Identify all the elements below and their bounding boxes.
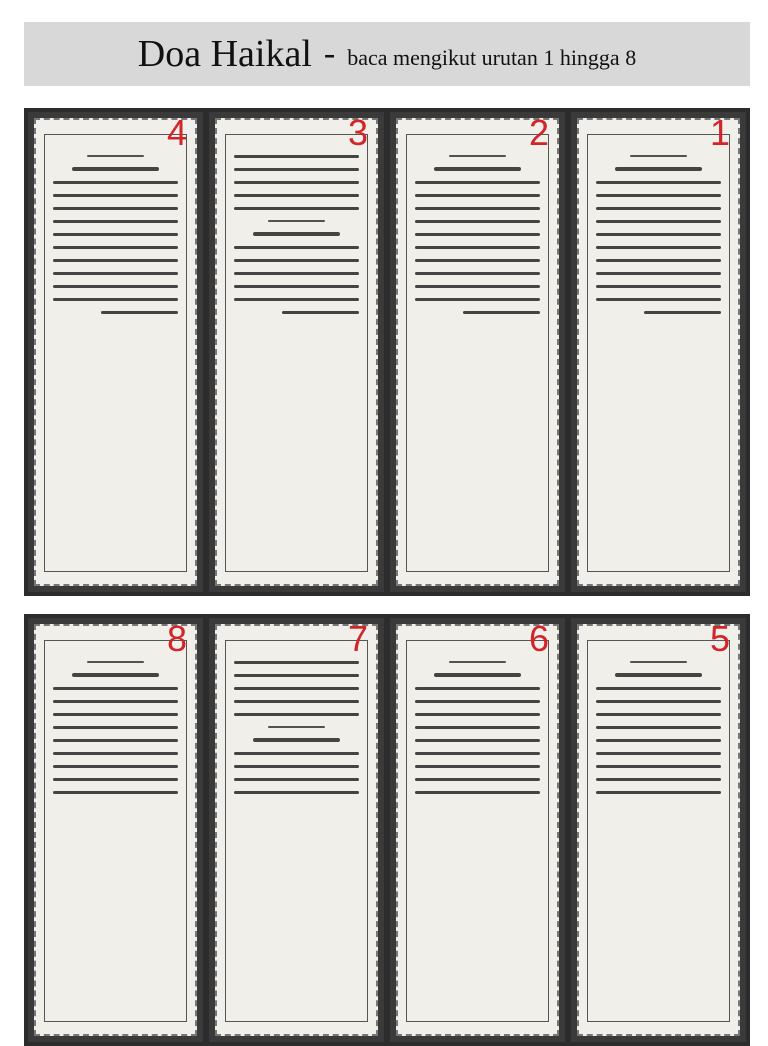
arabic-text-line <box>53 220 178 223</box>
arabic-text-line <box>268 726 326 728</box>
arabic-text-line <box>415 285 540 288</box>
arabic-text-line <box>234 181 359 184</box>
arabic-text-line <box>415 298 540 301</box>
arabic-text-line <box>234 285 359 288</box>
arabic-text-line <box>415 259 540 262</box>
arabic-text-line <box>234 791 359 794</box>
arabic-text-line <box>53 181 178 184</box>
arabic-text-line <box>415 778 540 781</box>
arabic-text-line <box>596 752 721 755</box>
arabic-text-line <box>234 207 359 210</box>
page-number: 1 <box>709 112 730 153</box>
arabic-text-line <box>53 778 178 781</box>
arabic-text-line <box>234 155 359 158</box>
page-text-block <box>587 640 730 1022</box>
page-4 <box>28 112 203 592</box>
arabic-text-line <box>53 739 178 742</box>
arabic-text-line <box>596 713 721 716</box>
page-text-block <box>44 134 187 572</box>
arabic-text-line <box>596 285 721 288</box>
page-number: 5 <box>709 618 730 659</box>
page-text-block <box>225 640 368 1022</box>
arabic-text-line <box>234 778 359 781</box>
title-separator: - <box>323 35 336 72</box>
arabic-text-line <box>596 220 721 223</box>
arabic-text-line <box>234 713 359 716</box>
arabic-text-line <box>434 167 522 171</box>
arabic-text-line <box>53 298 178 301</box>
arabic-text-line <box>53 246 178 249</box>
arabic-text-line <box>234 687 359 690</box>
page-number: 2 <box>528 112 549 153</box>
arabic-text-line <box>53 700 178 703</box>
arabic-text-line <box>87 155 145 157</box>
page-text-block <box>587 134 730 572</box>
arabic-text-line <box>415 765 540 768</box>
arabic-text-line <box>234 246 359 249</box>
arabic-text-line <box>234 752 359 755</box>
arabic-text-line <box>53 726 178 729</box>
top-spread <box>24 108 750 596</box>
arabic-text-line <box>53 233 178 236</box>
page-text-block <box>225 134 368 572</box>
arabic-text-line <box>101 311 179 314</box>
page-subtitle: baca mengikut urutan 1 hingga 8 <box>347 45 637 70</box>
arabic-text-line <box>615 167 703 171</box>
arabic-text-line <box>234 168 359 171</box>
arabic-text-line <box>596 739 721 742</box>
arabic-text-line <box>415 181 540 184</box>
page-text-block <box>406 640 549 1022</box>
arabic-text-line <box>234 700 359 703</box>
arabic-text-line <box>596 233 721 236</box>
arabic-text-line <box>596 687 721 690</box>
doa-haikal-document <box>24 22 750 1024</box>
arabic-text-line <box>268 220 326 222</box>
arabic-text-line <box>415 700 540 703</box>
arabic-text-line <box>53 687 178 690</box>
arabic-text-line <box>596 700 721 703</box>
arabic-text-line <box>87 661 145 663</box>
page-3 <box>209 112 384 592</box>
arabic-text-line <box>596 259 721 262</box>
arabic-text-line <box>596 726 721 729</box>
page-text-block <box>406 134 549 572</box>
arabic-text-line <box>53 207 178 210</box>
arabic-text-line <box>53 765 178 768</box>
page-number: 3 <box>347 112 368 153</box>
arabic-text-line <box>463 311 541 314</box>
page-title: Doa Haikal <box>137 33 312 75</box>
arabic-text-line <box>596 181 721 184</box>
arabic-text-line <box>253 232 341 236</box>
arabic-text-line <box>415 752 540 755</box>
arabic-text-line <box>644 311 722 314</box>
title-band <box>24 22 750 86</box>
arabic-text-line <box>415 739 540 742</box>
arabic-text-line <box>596 791 721 794</box>
arabic-text-line <box>282 311 360 314</box>
arabic-text-line <box>234 259 359 262</box>
page-text-block <box>44 640 187 1022</box>
arabic-text-line <box>630 661 688 663</box>
page-number: 7 <box>347 618 368 659</box>
arabic-text-line <box>615 673 703 677</box>
page-number: 4 <box>166 112 187 153</box>
arabic-text-line <box>415 687 540 690</box>
arabic-text-line <box>415 246 540 249</box>
page-number: 8 <box>166 618 187 659</box>
arabic-text-line <box>234 765 359 768</box>
arabic-text-line <box>596 272 721 275</box>
arabic-text-line <box>53 752 178 755</box>
arabic-text-line <box>234 674 359 677</box>
arabic-text-line <box>415 713 540 716</box>
arabic-text-line <box>415 726 540 729</box>
page-1 <box>571 112 746 592</box>
arabic-text-line <box>253 738 341 742</box>
arabic-text-line <box>234 298 359 301</box>
arabic-text-line <box>234 661 359 664</box>
arabic-text-line <box>53 272 178 275</box>
arabic-text-line <box>415 194 540 197</box>
page-6 <box>390 618 565 1042</box>
arabic-text-line <box>72 167 160 171</box>
arabic-text-line <box>53 259 178 262</box>
arabic-text-line <box>415 791 540 794</box>
arabic-text-line <box>434 673 522 677</box>
page-number: 6 <box>528 618 549 659</box>
arabic-text-line <box>596 765 721 768</box>
arabic-text-line <box>415 220 540 223</box>
arabic-text-line <box>415 207 540 210</box>
arabic-text-line <box>596 246 721 249</box>
arabic-text-line <box>449 661 507 663</box>
arabic-text-line <box>596 207 721 210</box>
page-8 <box>28 618 203 1042</box>
arabic-text-line <box>596 194 721 197</box>
arabic-text-line <box>415 233 540 236</box>
page-7 <box>209 618 384 1042</box>
arabic-text-line <box>72 673 160 677</box>
arabic-text-line <box>53 285 178 288</box>
arabic-text-line <box>449 155 507 157</box>
arabic-text-line <box>53 791 178 794</box>
page-2 <box>390 112 565 592</box>
arabic-text-line <box>234 194 359 197</box>
arabic-text-line <box>53 194 178 197</box>
arabic-text-line <box>596 298 721 301</box>
bottom-spread <box>24 614 750 1046</box>
arabic-text-line <box>630 155 688 157</box>
arabic-text-line <box>415 272 540 275</box>
arabic-text-line <box>596 778 721 781</box>
arabic-text-line <box>53 713 178 716</box>
page-5 <box>571 618 746 1042</box>
arabic-text-line <box>234 272 359 275</box>
